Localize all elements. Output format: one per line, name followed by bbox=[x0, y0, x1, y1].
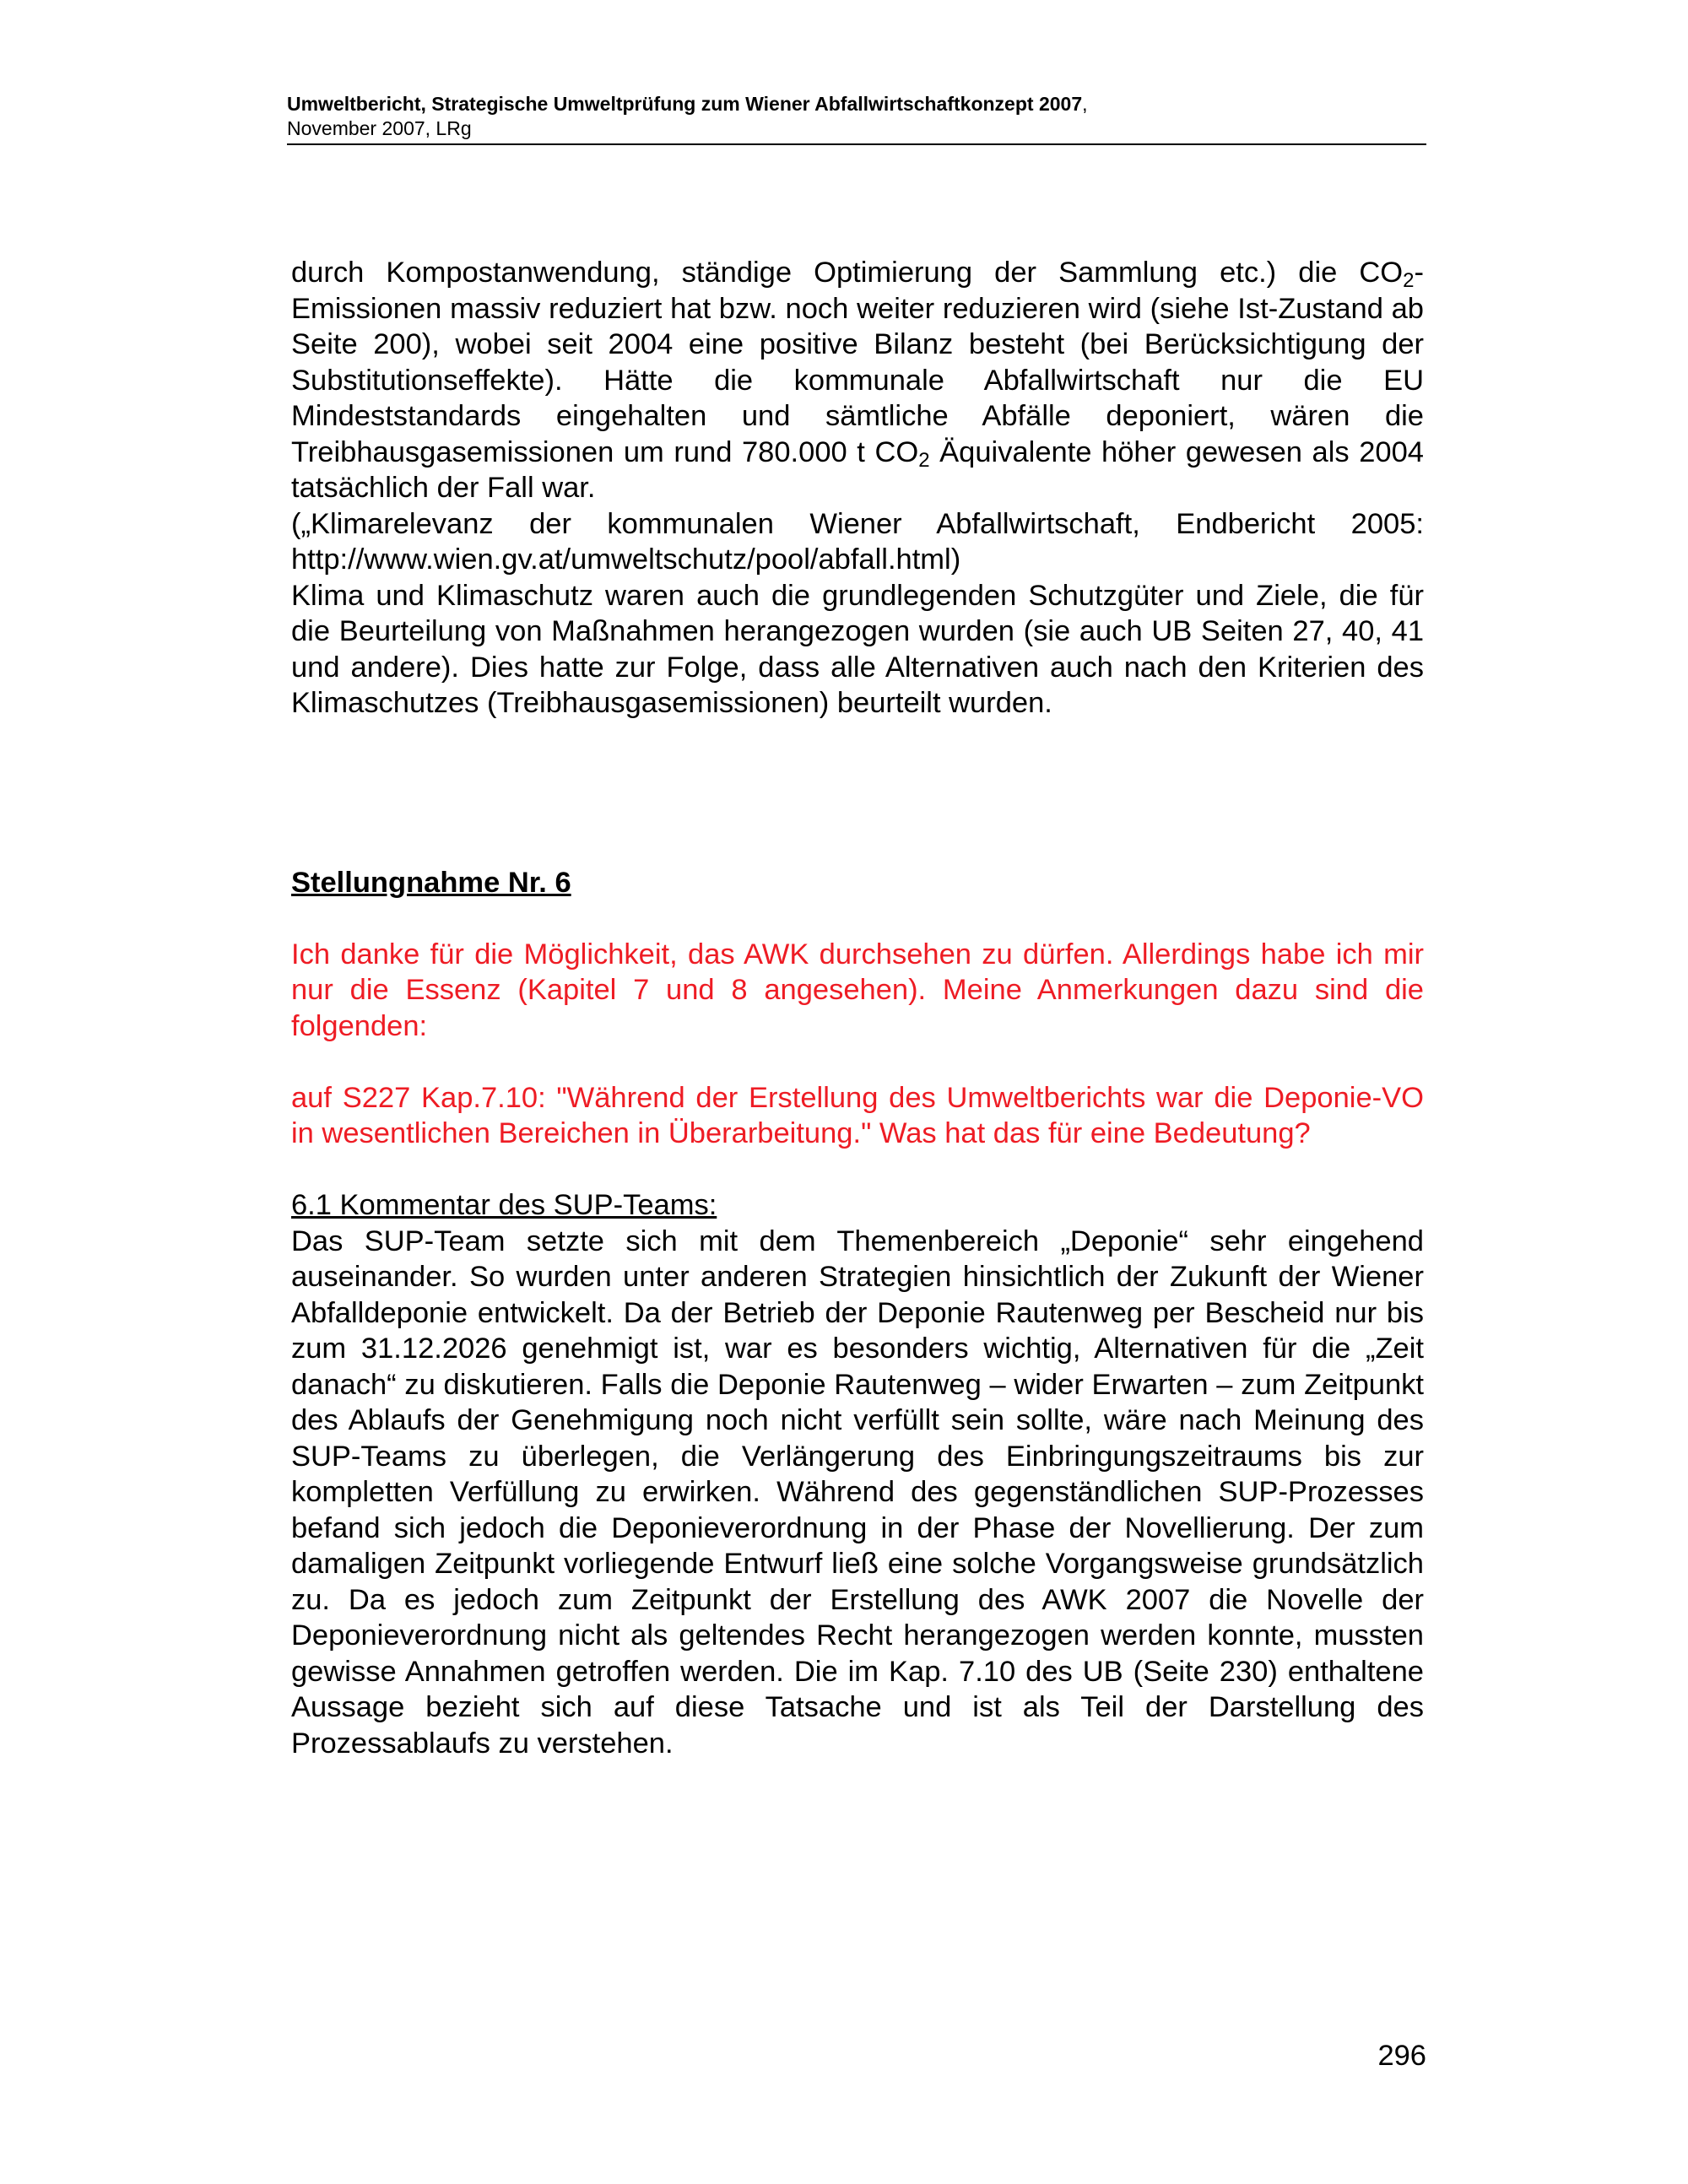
section-spacer bbox=[291, 722, 1424, 865]
page-content bbox=[291, 255, 1424, 1761]
co2-subscript: 2 bbox=[918, 448, 930, 472]
document-title: Umweltbericht, Strategische Umweltprüfung zum Wiener Abfallwirtschaftkonzept 2007 bbox=[287, 93, 1083, 115]
document-title-line bbox=[287, 91, 1426, 116]
page-header bbox=[287, 91, 1426, 145]
statement-paragraph-1: Ich danke für die Möglichkeit, das AWK durchsehen zu dürfen. Allerdings habe ich mir nur die Essenz (Kapitel 7 und 8 angesehen). Meine Anmerkungen dazu sind die folgenden: bbox=[291, 938, 1424, 1042]
co2-subscript: 2 bbox=[1403, 269, 1415, 292]
intro-text-part-2: -Emissionen massiv reduziert hat bzw. noch weiter reduzieren wird (siehe Ist-Zustand ab Seite 200), wobei seit 2004 eine positive Bilanz besteht (bei Berücksichtigung der Substitutionseffekte). Hätte die kommunale Abfallwirtschaft nur die EU Mindeststandards eingehalten und sämtliche Abfälle deponiert, wären die Treibhausgasemissionen um rund 780.000 t CO bbox=[291, 257, 1424, 468]
intro-paragraph-reference: („Klimarelevanz der kommunalen Wiener Abfallwirtschaft, Endbericht 2005: http://www.wien.gv.at/umweltschutz/pool/abfall.html) bbox=[291, 507, 1424, 576]
spacer bbox=[291, 1152, 1424, 1188]
comment-body: Das SUP-Team setzte sich mit dem Themenbereich „Deponie“ sehr eingehend auseinander. So wurden unter anderen Strategien hinsichtlich der Zukunft der Wiener Abfalldeponie entwickelt. Da der Betrieb der Deponie Rautenweg per Bescheid nur bis zum 31.12.2026 genehmigt ist, war es besonders wichtig, Alternativen für die „Zeit danach“ zu diskutieren. Falls die Deponie Rautenweg – wider Erwarten – zum Zeitpunkt des Ablaufs der Genehmigung noch nicht verfüllt sein sollte, wäre nach Meinung des SUP-Teams zu überlegen, die Verlängerung des Einbringungszeitraums bis zur kompletten Verfüllung zu erwirken. Während des gegenständlichen SUP-Prozesses befand sich jedoch die Deponieverordnung in der Phase der Novellierung. Der zum damaligen Zeitpunkt vorliegende Entwurf ließ eine solche Vorgangsweise grundsätzlich zu. Da es jedoch zum Zeitpunkt der Erstellung des AWK 2007 die Novelle der Deponieverordnung nicht als geltendes Recht herangezogen werden konnte, mussten gewisse Annahmen getroffen werden. Die im Kap. 7.10 des UB (Seite 230) enthaltene Aussage bezieht sich auf diese Tatsache und ist als Teil der Darstellung des Prozessablaufs zu verstehen. bbox=[291, 1224, 1424, 1760]
document-title-suffix: , bbox=[1082, 93, 1088, 115]
intro-text-part-3: Äquivalente höher gewesen als 2004 tatsächlich der Fall war. bbox=[291, 435, 1424, 504]
intro-text-part-1: durch Kompostanwendung, ständige Optimierung der Sammlung etc.) die CO bbox=[291, 257, 1404, 289]
page-number: 296 bbox=[1377, 2040, 1426, 2072]
spacer bbox=[291, 900, 1424, 937]
intro-paragraph-climate: Klima und Klimaschutz waren auch die grundlegenden Schutzgüter und Ziele, die für die Beurteilung von Maßnahmen herangezogen wurden (sie auch UB Seiten 27, 40, 41 und andere). Dies hatte zur Folge, dass alle Alternativen auch nach den Kriterien des Klimaschutzes (Treibhausgasemissionen) beurteilt wurden. bbox=[291, 579, 1424, 719]
intro-paragraph-co2 bbox=[291, 255, 1424, 506]
comment-heading: 6.1 Kommentar des SUP-Teams: bbox=[291, 1189, 717, 1221]
statement-paragraph-2: auf S227 Kap.7.10: "Während der Erstellung des Umweltberichts war die Deponie-VO in wesentlichen Bereichen in Überarbeitung." Was hat das für eine Bedeutung? bbox=[291, 1081, 1424, 1149]
spacer bbox=[291, 1044, 1424, 1080]
statement-heading: Stellungnahme Nr. 6 bbox=[291, 866, 571, 899]
document-subtitle: November 2007, LRg bbox=[287, 117, 472, 139]
